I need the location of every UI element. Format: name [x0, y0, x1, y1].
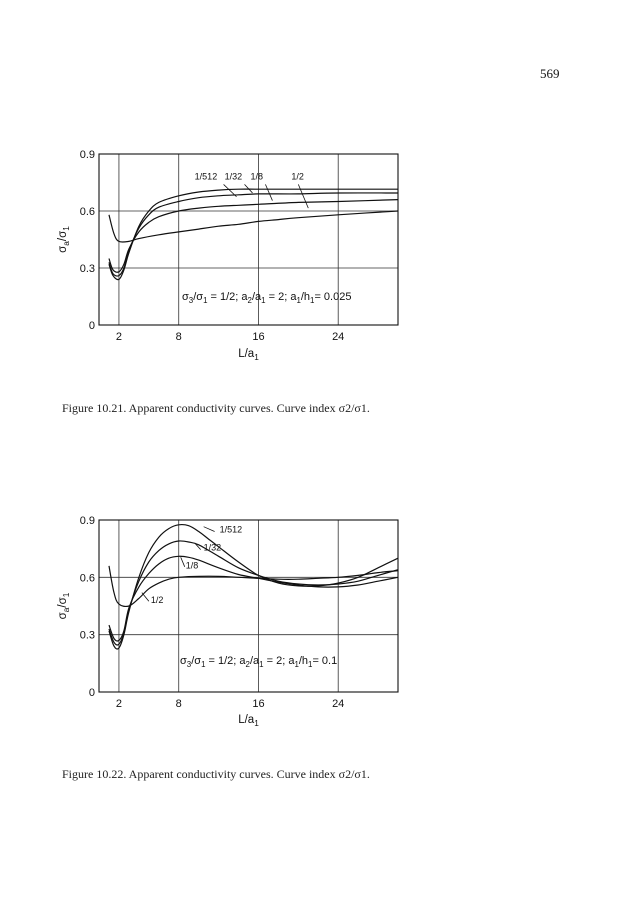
x-tick-label: 2 [115, 331, 122, 343]
y-tick-label: 0.6 [79, 572, 95, 585]
y-axis-label: $\sigma_a/\sigma_1$ [57, 226, 72, 253]
series-label: 1/32 [224, 171, 243, 182]
page-number: 569 [540, 66, 560, 81]
x-tick-label: 8 [175, 698, 182, 710]
series-leader-line [204, 527, 215, 532]
x-axis-label: $L/a_1$ [238, 714, 259, 729]
x-tick-label: 24 [332, 331, 345, 343]
y-tick-label: 0 [88, 320, 95, 332]
x-tick-label: 8 [175, 331, 182, 343]
series-label: 1/8 [250, 171, 264, 182]
series-label: 1/2 [150, 595, 164, 606]
y-tick-label: 0.9 [79, 515, 95, 527]
parameter-annotation: $\sigma_3/\sigma_1 = 1/2$; $a_2/a_1 = 2$; $a_1/h_1= 0.025$ [182, 291, 352, 306]
y-tick-label: 0.3 [79, 629, 95, 642]
series-label: 1/2 [291, 171, 304, 182]
y-tick-label: 0.6 [79, 206, 95, 218]
series-leader-line [142, 593, 149, 602]
parameter-annotation: $\sigma_3/\sigma_1 = 1/2$; $a_2/a_1 = 2$; $a_1/h_1= 0.1$ [180, 655, 338, 670]
x-tick-label: 16 [252, 698, 265, 710]
series-label: 1/512 [219, 524, 243, 535]
x-tick-label: 2 [115, 698, 122, 710]
series-leader-line [181, 557, 185, 567]
x-axis-label: $L/a_1$ [238, 348, 259, 363]
x-tick-label: 16 [252, 331, 265, 343]
y-tick-label: 0.3 [79, 263, 95, 275]
y-tick-label: 0 [88, 687, 95, 699]
series-label: 1/32 [203, 542, 222, 553]
series-label: 1/512 [194, 171, 218, 182]
y-tick-label: 0.9 [79, 149, 95, 161]
series-label: 1/8 [185, 560, 199, 571]
y-axis-label: $\sigma_a/\sigma_1$ [57, 592, 72, 620]
series-line-1-32 [109, 541, 398, 645]
x-tick-label: 24 [332, 698, 345, 710]
figure-caption-10-22: Figure 10.22. Apparent conductivity curves. Curve index σ2/σ1. [62, 767, 370, 781]
figure-caption-10-21: Figure 10.21. Apparent conductivity curves. Curve index σ2/σ1. [62, 401, 370, 415]
